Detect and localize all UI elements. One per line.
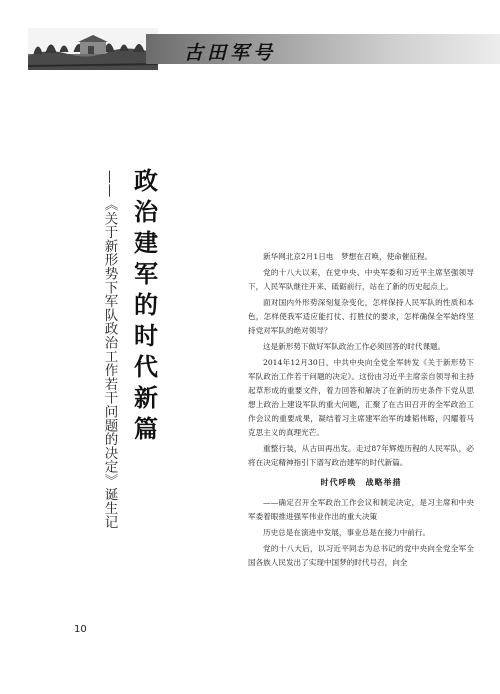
article-title-block <box>102 168 156 529</box>
body-paragraph: ——确定召开全军政治工作会议和制定决定，是习主席和中央军委着眼推进强军伟业作出的重大决策 <box>248 498 474 521</box>
body-paragraph: 党的十八大以来，在党中央、中央军委和习近平主席坚强领导下，人民军队继往开来、砥砺前行，站在了新的历史起点上。 <box>248 268 474 291</box>
body-paragraph: 重整行装，从古田再出发。走过87年辉煌历程的人民军队，必将在决定精神指引下谱写政治建军的时代新篇。 <box>248 444 474 467</box>
body-paragraph: 党的十八大后，以习近平同志为总书记的党中央向全党全军全国各族人民发出了实现中国梦的时代号召，向全 <box>248 544 474 567</box>
body-paragraph: 新华网北京2月1日电 梦想在召唤，使命催征程。 <box>263 252 433 261</box>
page-number: 10 <box>74 624 87 635</box>
section-heading: 时代呼唤 战略举措 <box>320 478 402 487</box>
article-subtitle: ——《关于新形势下军队政治工作若干问题的决定》诞生记 <box>101 170 118 529</box>
body-paragraph: 2014年12月30日，中共中央向全党全军转发《关于新形势下军队政治工作若干问题的决定》。这份由习近平主席亲自领导和主持起草形成的重要文件，着力回答和解决了在新的历史条件下党从思想上政治上建设军队的重大问题，汇聚了在古田召开的全军政治工作会议的重要成果，凝结着习主席建军治军的雄韬伟略，闪耀着马克思主义的真理光芒。 <box>248 358 474 437</box>
body-paragraph: 历史总是在演进中发展，事业总是在接力中前行。 <box>263 528 431 537</box>
landscape-photo-strip <box>28 28 158 70</box>
body-paragraph: 面对国内外形势深刻复杂变化，怎样保持人民军队的性质和本色，怎样使我军适应能打仗、打胜仗的要求，怎样确保全军始终坚持党对军队的绝对领导？ <box>248 298 474 335</box>
article-body <box>248 250 474 572</box>
section-header-band <box>28 28 500 70</box>
article-title: 政治建军的时代新篇 <box>129 168 158 447</box>
body-paragraph: 这是新形势下做好军队政治工作必须回答的时代课题。 <box>263 342 446 351</box>
section-title: 古田军号 <box>184 42 277 64</box>
